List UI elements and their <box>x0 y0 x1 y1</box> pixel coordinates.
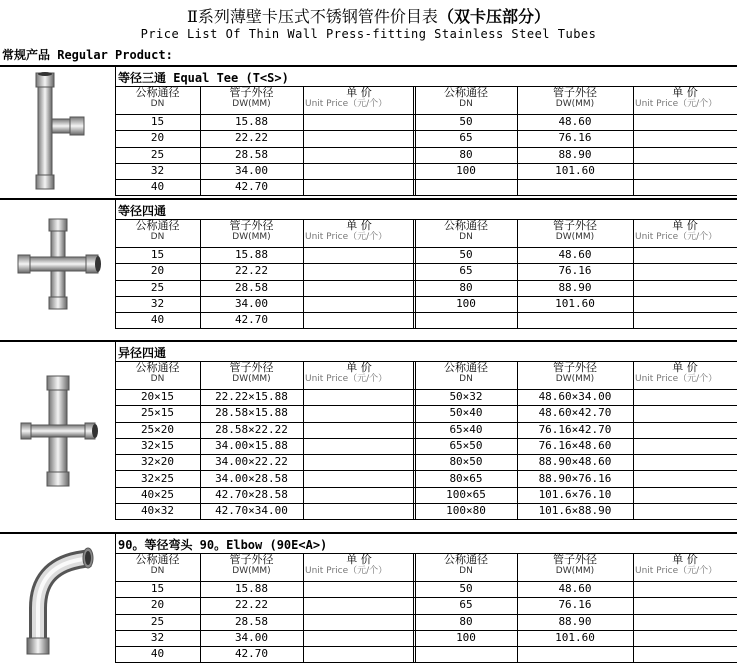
dw-cell: 15.88 <box>234 248 269 261</box>
price-section <box>0 67 737 196</box>
unit-price-cell <box>303 646 415 662</box>
dn-cell: 100 <box>456 163 476 177</box>
dn-cell: 50 <box>459 115 473 128</box>
dn-cell: 100×80 <box>446 504 486 518</box>
dw-cell: 34.00×15.88 <box>215 438 288 452</box>
dn-cell: 40×25 <box>140 487 175 501</box>
unit-price-cell <box>303 163 415 179</box>
table-row <box>115 422 737 439</box>
dw-cell: 88.90 <box>558 147 592 161</box>
table-row <box>115 312 737 329</box>
dn-cell: 32 <box>150 630 165 644</box>
column-divider <box>413 553 414 663</box>
column-divider <box>200 361 201 519</box>
unit-price-cell <box>633 422 737 438</box>
unit-price-cell <box>633 405 737 421</box>
unit-price-cell <box>303 312 415 328</box>
page-title: Ⅱ系列薄壁卡压式不锈钢管件价目表（双卡压部分） <box>187 7 550 26</box>
unit-price-header: 单 价 Unit Price（元/个） <box>635 86 718 109</box>
section-title-border <box>115 67 737 87</box>
column-divider <box>415 219 416 329</box>
unit-price-header: 单 价 Unit Price（元/个） <box>635 219 718 242</box>
dw-cell: 76.16 <box>558 131 592 145</box>
unit-price-cell <box>633 163 737 179</box>
unit-price-cell <box>633 114 737 130</box>
dw-cell: 88.90×48.60 <box>538 455 612 469</box>
unit-price-cell <box>633 454 737 470</box>
dw-cell: 76.16×48.60 <box>538 438 612 452</box>
dw-cell: 22.22 <box>234 264 269 278</box>
dn-cell: 65 <box>459 598 473 612</box>
table-header-row <box>115 553 737 582</box>
unit-price-cell <box>303 405 415 421</box>
table-row <box>115 503 737 520</box>
dn-cell: 65 <box>459 264 473 278</box>
dw-header: 管子外径 DW(MM) <box>553 553 597 576</box>
table-row <box>115 646 737 663</box>
unit-price-cell <box>303 147 415 163</box>
dn-header: 公称通径 DN <box>444 361 488 384</box>
dw-cell <box>517 179 633 195</box>
dw-cell: 28.58×22.22 <box>215 422 288 436</box>
dn-cell: 65×40 <box>449 422 483 436</box>
table-row <box>115 163 737 180</box>
dn-cell: 32×25 <box>140 471 175 485</box>
dn-cell: 25×15 <box>140 406 175 420</box>
dn-cell: 65 <box>459 131 473 145</box>
equal-tee-image <box>0 67 116 196</box>
unit-price-header: 单 价 Unit Price（元/个） <box>305 361 388 384</box>
dw-cell: 101.60 <box>555 296 595 310</box>
dw-cell: 88.90 <box>558 280 592 294</box>
dn-cell: 15 <box>150 115 165 128</box>
section-title: 90。等径弯头 90。Elbow (90E<A>) <box>118 538 328 552</box>
dw-cell: 76.16 <box>558 264 592 278</box>
dw-cell: 48.60×42.70 <box>538 406 612 420</box>
table-row <box>115 179 737 196</box>
dn-cell: 20×15 <box>140 390 175 403</box>
unit-price-cell <box>303 597 415 613</box>
table-row <box>115 597 737 614</box>
dw-cell: 88.90×76.16 <box>538 471 612 485</box>
unit-price-cell <box>633 296 737 312</box>
column-divider <box>517 361 518 519</box>
dn-cell: 20 <box>150 264 165 278</box>
dw-header: 管子外径 DW(MM) <box>553 361 597 384</box>
dn-cell: 32×20 <box>140 455 175 469</box>
section-title-border <box>115 342 737 362</box>
unit-price-cell <box>633 646 737 662</box>
column-divider <box>633 219 634 329</box>
column-divider <box>415 361 416 519</box>
dw-cell: 76.16 <box>558 598 592 612</box>
dw-cell: 88.90 <box>558 614 592 628</box>
unit-price-cell <box>303 487 415 503</box>
dw-header: 管子外径 DW(MM) <box>229 86 274 109</box>
unit-price-cell <box>303 389 415 405</box>
dw-cell: 101.60 <box>555 163 595 177</box>
table-row <box>115 147 737 164</box>
table-row <box>115 614 737 631</box>
dn-cell: 80 <box>459 280 473 294</box>
table-row <box>115 114 737 131</box>
column-divider <box>413 361 414 519</box>
dn-header: 公称通径 DN <box>135 219 180 242</box>
column-divider <box>303 219 304 329</box>
dw-cell: 48.60 <box>558 115 592 128</box>
table-row <box>115 487 737 504</box>
table-header-row <box>115 361 737 390</box>
unit-price-cell <box>303 130 415 146</box>
dw-cell: 15.88 <box>234 582 269 595</box>
unit-price-cell <box>303 454 415 470</box>
unit-price-cell <box>633 630 737 646</box>
dn-cell <box>415 312 517 328</box>
section-title-border <box>115 200 737 220</box>
dw-cell: 42.70×28.58 <box>215 487 288 501</box>
dn-cell: 80×50 <box>449 455 483 469</box>
dw-cell <box>517 312 633 328</box>
column-divider <box>633 86 634 196</box>
column-divider <box>633 361 634 519</box>
dw-cell: 28.58 <box>234 614 269 628</box>
table-row <box>115 471 737 488</box>
price-section <box>0 534 737 663</box>
table-row <box>115 247 737 264</box>
unit-price-cell <box>633 503 737 519</box>
unit-price-cell <box>633 471 737 487</box>
dw-cell: 34.00×22.22 <box>215 455 288 469</box>
unit-price-cell <box>303 179 415 195</box>
dn-cell: 32 <box>150 296 165 310</box>
column-divider <box>415 553 416 663</box>
dw-header: 管子外径 DW(MM) <box>229 219 274 242</box>
price-table <box>115 219 737 329</box>
dw-cell: 101.6×76.10 <box>538 487 612 501</box>
table-row <box>115 389 737 406</box>
dw-header: 管子外径 DW(MM) <box>229 553 274 576</box>
unit-price-cell <box>303 263 415 279</box>
dn-cell: 40 <box>150 313 165 327</box>
table-row <box>115 630 737 647</box>
dw-cell: 42.70 <box>234 647 269 661</box>
unit-price-cell <box>303 614 415 630</box>
table-header-row <box>115 219 737 248</box>
price-section <box>0 342 737 519</box>
dn-cell: 50×40 <box>449 406 483 420</box>
column-divider <box>413 219 414 329</box>
dw-cell: 48.60 <box>558 582 592 595</box>
unit-price-cell <box>633 130 737 146</box>
dw-header: 管子外径 DW(MM) <box>553 219 597 242</box>
column-divider <box>303 361 304 519</box>
dw-cell: 101.60 <box>555 630 595 644</box>
dn-cell: 80 <box>459 614 473 628</box>
dw-cell: 28.58×15.88 <box>215 406 288 420</box>
dw-header: 管子外径 DW(MM) <box>553 86 597 109</box>
dw-cell: 34.00 <box>234 296 269 310</box>
dn-cell: 50 <box>459 248 473 261</box>
dn-cell: 20 <box>150 598 165 612</box>
dw-header: 管子外径 DW(MM) <box>229 361 274 384</box>
dn-cell: 80×65 <box>449 471 483 485</box>
column-divider <box>303 86 304 196</box>
dn-cell: 40×32 <box>140 504 175 518</box>
dw-cell: 28.58 <box>234 147 269 161</box>
dn-cell: 50×32 <box>449 390 483 403</box>
dn-header: 公称通径 DN <box>135 361 180 384</box>
dn-header: 公称通径 DN <box>444 219 488 242</box>
equal-cross-image <box>0 200 116 329</box>
section-title: 等径三通 Equal Tee (T<S>) <box>118 71 289 85</box>
table-row <box>115 405 737 422</box>
regular-product-label: 常规产品 Regular Product: <box>2 48 173 62</box>
unit-price-cell <box>633 487 737 503</box>
unit-price-cell <box>303 280 415 296</box>
column-divider <box>517 219 518 329</box>
unit-price-header: 单 价 Unit Price（元/个） <box>635 361 718 384</box>
dn-cell: 20 <box>150 131 165 145</box>
unit-price-cell <box>633 614 737 630</box>
section-title: 异径四通 <box>118 346 167 360</box>
dw-cell: 42.70 <box>234 313 269 327</box>
dn-cell: 15 <box>150 248 165 261</box>
column-divider <box>517 553 518 663</box>
column-divider <box>517 86 518 196</box>
dn-cell: 50 <box>459 582 473 595</box>
unit-price-cell <box>303 296 415 312</box>
dn-cell: 32 <box>150 163 165 177</box>
unit-price-cell <box>633 389 737 405</box>
reducing-cross-image <box>0 342 116 519</box>
dw-cell: 34.00×28.58 <box>215 471 288 485</box>
unit-price-cell <box>633 280 737 296</box>
price-table <box>115 553 737 663</box>
unit-price-cell <box>303 114 415 130</box>
unit-price-header: 单 价 Unit Price（元/个） <box>635 553 718 576</box>
unit-price-cell <box>633 179 737 195</box>
table-row <box>115 581 737 598</box>
unit-price-header: 单 价 Unit Price（元/个） <box>305 86 388 109</box>
section-title: 等径四通 <box>118 204 167 218</box>
dw-cell: 42.70×34.00 <box>215 504 288 518</box>
section-title-border <box>115 534 737 554</box>
unit-price-cell <box>633 581 737 597</box>
dn-header: 公称通径 DN <box>135 553 180 576</box>
dn-header: 公称通径 DN <box>444 553 488 576</box>
unit-price-cell <box>303 438 415 454</box>
dn-cell: 25 <box>150 280 165 294</box>
dn-cell: 32×15 <box>140 438 175 452</box>
dw-cell: 48.60 <box>558 248 592 261</box>
dn-cell <box>415 179 517 195</box>
dw-cell: 76.16×42.70 <box>538 422 612 436</box>
dn-cell: 65×50 <box>449 438 483 452</box>
dw-cell: 15.88 <box>234 115 269 128</box>
dn-cell: 100 <box>456 296 476 310</box>
dn-cell: 80 <box>459 147 473 161</box>
unit-price-header: 单 价 Unit Price（元/个） <box>305 219 388 242</box>
column-divider <box>200 86 201 196</box>
unit-price-cell <box>633 147 737 163</box>
unit-price-cell <box>303 247 415 263</box>
dw-cell: 34.00 <box>234 163 269 177</box>
dw-cell: 28.58 <box>234 280 269 294</box>
dn-cell: 100 <box>456 630 476 644</box>
table-row <box>115 130 737 147</box>
price-section <box>0 200 737 329</box>
unit-price-header: 单 价 Unit Price（元/个） <box>305 553 388 576</box>
table-row <box>115 438 737 455</box>
dw-cell: 42.70 <box>234 180 269 194</box>
column-divider <box>415 86 416 196</box>
unit-price-cell <box>303 503 415 519</box>
price-table <box>115 86 737 196</box>
column-divider <box>200 553 201 663</box>
column-divider <box>633 553 634 663</box>
unit-price-cell <box>633 247 737 263</box>
dw-cell: 48.60×34.00 <box>538 390 612 403</box>
dw-cell: 34.00 <box>234 630 269 644</box>
table-row <box>115 296 737 313</box>
dw-cell: 22.22 <box>234 598 269 612</box>
unit-price-cell <box>303 471 415 487</box>
column-divider <box>200 219 201 329</box>
table-row <box>115 454 737 471</box>
dw-cell: 22.22×15.88 <box>215 390 288 403</box>
price-table <box>115 361 737 519</box>
dn-cell: 25 <box>150 147 165 161</box>
dn-header: 公称通径 DN <box>444 86 488 109</box>
dn-cell <box>415 646 517 662</box>
table-row <box>115 280 737 297</box>
dn-cell: 40 <box>150 647 165 661</box>
table-header-row <box>115 86 737 115</box>
dn-cell: 25×20 <box>140 422 175 436</box>
column-divider <box>413 86 414 196</box>
page-subtitle: Price List Of Thin Wall Press-fitting Stainless Steel Tubes <box>140 27 597 41</box>
unit-price-cell <box>303 630 415 646</box>
dw-cell <box>517 646 633 662</box>
dn-cell: 15 <box>150 582 165 595</box>
column-divider <box>303 553 304 663</box>
dw-cell: 22.22 <box>234 131 269 145</box>
unit-price-cell <box>303 422 415 438</box>
dn-header: 公称通径 DN <box>135 86 180 109</box>
unit-price-cell <box>633 597 737 613</box>
unit-price-cell <box>633 438 737 454</box>
unit-price-cell <box>633 312 737 328</box>
unit-price-cell <box>633 263 737 279</box>
dw-cell: 101.6×88.90 <box>538 504 612 518</box>
unit-price-cell <box>303 581 415 597</box>
dn-cell: 25 <box>150 614 165 628</box>
dn-cell: 100×65 <box>446 487 486 501</box>
elbow-90-image <box>0 534 116 663</box>
dn-cell: 40 <box>150 180 165 194</box>
table-row <box>115 263 737 280</box>
